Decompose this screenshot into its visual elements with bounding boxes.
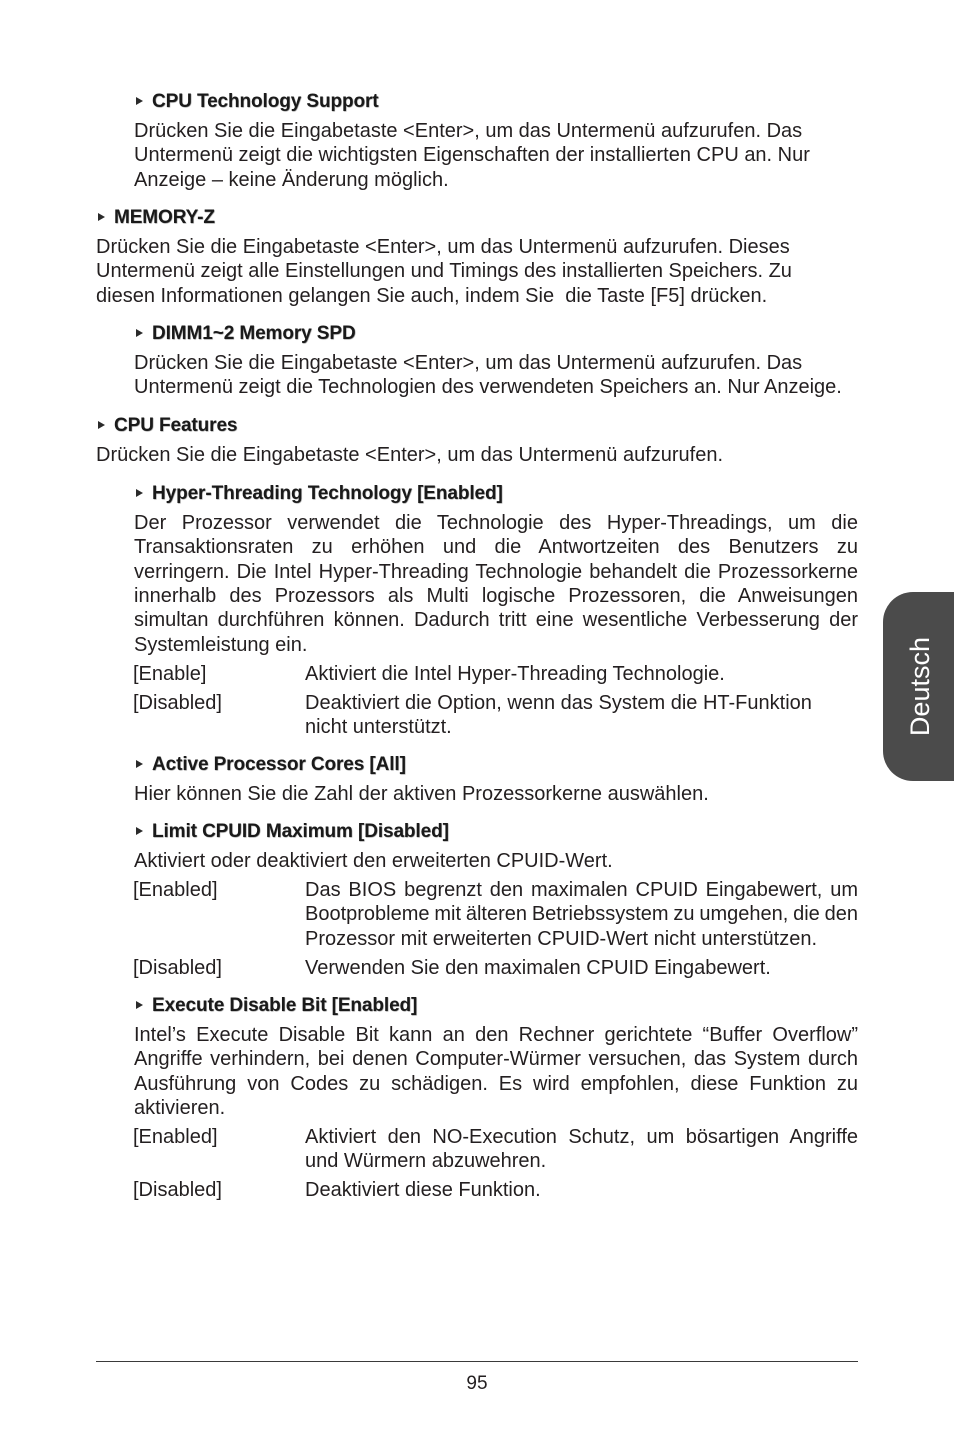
section-heading bbox=[134, 482, 858, 506]
bullet-arrow-icon bbox=[136, 827, 143, 835]
option-row bbox=[134, 878, 858, 951]
body-line: Der Prozessor verwendet die Technologie des Hyper-Threadings, um die bbox=[134, 511, 858, 534]
section-dimm-memory-spd bbox=[134, 322, 858, 400]
option-row bbox=[134, 1125, 858, 1174]
option-label: [Enable] bbox=[133, 662, 207, 685]
option-description bbox=[305, 1178, 858, 1202]
section-heading-text: Hyper-Threading Technology [Enabled] bbox=[152, 482, 503, 504]
section-heading-text: DIMM1~2 Memory SPD bbox=[152, 322, 356, 344]
footer-rule bbox=[96, 1361, 858, 1362]
option-label: [Enabled] bbox=[133, 878, 218, 901]
section-heading-text: Execute Disable Bit [Enabled] bbox=[152, 994, 418, 1016]
body-line: Drücken Sie die Eingabetaste <Enter>, um das Untermenü aufzurufen. Das bbox=[134, 351, 803, 374]
body-line: Intel’s Execute Disable Bit kann an den Rechner gerichtete “Buffer Overflow” bbox=[134, 1023, 858, 1046]
section-limit-cpuid-maximum bbox=[134, 820, 858, 980]
option-label: [Enabled] bbox=[133, 1125, 218, 1148]
body-line: aktivieren. bbox=[134, 1096, 226, 1119]
body-line: simultan durchführen können. Dadurch tritt eine wesentliche Verbesserung der bbox=[134, 609, 858, 632]
section-execute-disable-bit bbox=[134, 994, 858, 1203]
section-cpu-technology-support bbox=[134, 90, 858, 192]
option-row bbox=[134, 691, 858, 740]
option-label: [Disabled] bbox=[133, 691, 222, 714]
body-line: Untermenü zeigt die Technologien des verwendeten Speichers an. Nur Anzeige. bbox=[134, 376, 842, 399]
section-heading-text: MEMORY-Z bbox=[114, 206, 215, 228]
option-description bbox=[305, 662, 858, 686]
bullet-arrow-icon bbox=[136, 329, 143, 337]
section-heading bbox=[96, 206, 858, 230]
body-line: Anzeige – keine Änderung möglich. bbox=[134, 168, 449, 191]
section-heading-text: Limit CPUID Maximum [Disabled] bbox=[152, 820, 449, 842]
body-line: Drücken Sie die Eingabetaste <Enter>, um das Untermenü aufzurufen. Dieses bbox=[96, 235, 790, 258]
option-row bbox=[134, 956, 858, 980]
body-line: diesen Informationen gelangen Sie auch, indem Sie die Taste [F5] drücken. bbox=[96, 284, 768, 307]
section-heading bbox=[134, 994, 858, 1018]
section-heading bbox=[96, 414, 858, 438]
bullet-arrow-icon bbox=[136, 1001, 143, 1009]
bullet-arrow-icon bbox=[136, 760, 143, 768]
option-description-line: Verwenden Sie den maximalen CPUID Eingabewert. bbox=[305, 956, 771, 979]
body-line: Hier können Sie die Zahl der aktiven Prozessorkerne auswählen. bbox=[134, 782, 709, 805]
section-heading bbox=[134, 820, 858, 844]
body-line: Drücken Sie die Eingabetaste <Enter>, um das Untermenü aufzurufen. Das bbox=[134, 119, 803, 142]
option-label: [Disabled] bbox=[133, 956, 222, 979]
body-line: Angriffe verhindern, bei denen Computer-Würmer versuchen, das System durch bbox=[134, 1048, 858, 1071]
section-heading bbox=[134, 322, 858, 346]
body-line: Transaktionsraten zu erhöhen und die Antwortzeiten des Benutzers zu bbox=[134, 536, 858, 559]
bullet-arrow-icon bbox=[98, 213, 105, 221]
language-tab-label: Deutsch bbox=[905, 636, 935, 737]
section-cpu-features bbox=[96, 414, 858, 467]
bullet-arrow-icon bbox=[136, 97, 143, 105]
language-tab bbox=[883, 592, 954, 781]
section-heading bbox=[134, 753, 858, 777]
option-row bbox=[134, 662, 858, 686]
option-description-line: Deaktiviert diese Funktion. bbox=[305, 1179, 541, 1202]
bullet-arrow-icon bbox=[98, 421, 105, 429]
body-line: innerhalb des Prozessors als Multi logische Prozessoren, die Anweisungen bbox=[134, 584, 858, 607]
body-line: Untermenü zeigt alle Einstellungen und Timings des installierten Speichers. Zu bbox=[96, 260, 792, 283]
section-heading-text: CPU Features bbox=[114, 414, 238, 436]
option-description-line: nicht unterstützt. bbox=[305, 716, 452, 739]
option-description-line: Aktiviert die Intel Hyper-Threading Technologie. bbox=[305, 662, 725, 685]
option-description-line: Prozessor mit erweiterten CPUID-Wert nicht unterstützen. bbox=[305, 927, 818, 950]
option-description bbox=[305, 878, 858, 951]
section-memory-z bbox=[96, 206, 858, 308]
option-description-line: Bootprobleme mit älteren Betriebssystem zu umgehen, die den bbox=[305, 903, 858, 926]
option-description-line: und Würmern abzuwehren. bbox=[305, 1150, 547, 1173]
body-line: verringern. Die Intel Hyper-Threading Technologie behandelt die Prozessorkerne bbox=[134, 560, 858, 583]
section-heading-text: CPU Technology Support bbox=[152, 90, 379, 112]
body-line: Ausführung von Codes zu schädigen. Es wird empfohlen, diese Funktion zu bbox=[134, 1072, 858, 1095]
option-row bbox=[134, 1178, 858, 1202]
option-description bbox=[305, 691, 858, 740]
section-heading bbox=[134, 90, 858, 114]
body-line: Systemleistung ein. bbox=[134, 633, 308, 656]
bullet-arrow-icon bbox=[136, 489, 143, 497]
body-line: Drücken Sie die Eingabetaste <Enter>, um das Untermenü aufzurufen. bbox=[96, 443, 724, 466]
option-description bbox=[305, 956, 858, 980]
option-label: [Disabled] bbox=[133, 1179, 222, 1202]
section-active-processor-cores bbox=[134, 753, 858, 806]
option-description bbox=[305, 1125, 858, 1174]
option-description-line: Aktiviert den NO-Execution Schutz, um bösartigen Angriffe bbox=[305, 1125, 858, 1148]
body-line: Aktiviert oder deaktiviert den erweiterten CPUID-Wert. bbox=[134, 849, 613, 872]
option-description-line: Deaktiviert die Option, wenn das System die HT-Funktion bbox=[305, 691, 812, 714]
section-hyper-threading bbox=[134, 482, 858, 740]
page-number: 95 bbox=[466, 1373, 488, 1394]
section-heading-text: Active Processor Cores [All] bbox=[152, 753, 406, 775]
body-line: Untermenü zeigt die wichtigsten Eigenschaften der installierten CPU an. Nur bbox=[134, 144, 810, 167]
option-description-line: Das BIOS begrenzt den maximalen CPUID Eingabewert, um bbox=[305, 878, 858, 901]
